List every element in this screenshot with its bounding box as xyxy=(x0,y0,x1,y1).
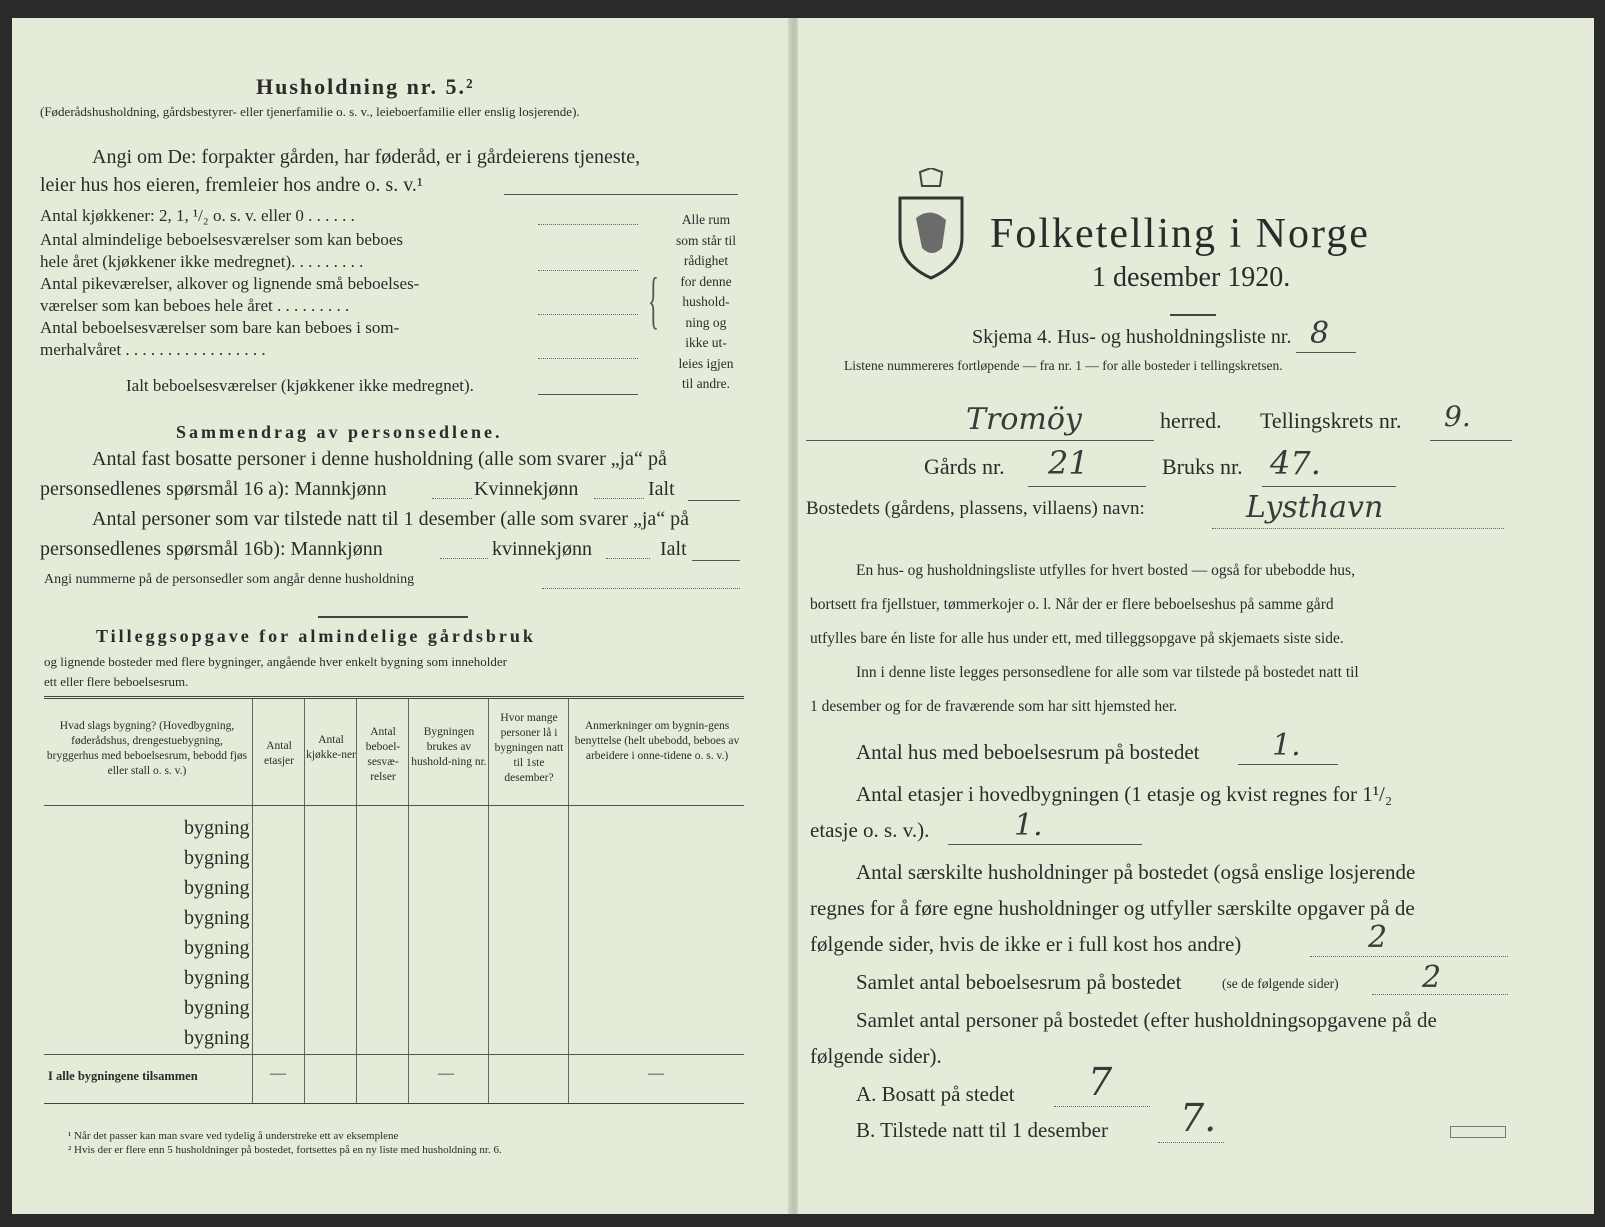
rooms-ordinary-1: Antal almindelige beboelsesværelser som kan beboes xyxy=(40,230,404,249)
brace-note-line: Alle rum xyxy=(681,212,731,227)
answer-line xyxy=(538,224,638,225)
instruction-5: 1 desember og for de fraværende som har sitt hjemsted her. xyxy=(810,698,1178,715)
total-label: I alle bygningene tilsammen xyxy=(48,1069,198,1083)
answer-line xyxy=(1296,352,1356,353)
skjema-number: 8 xyxy=(1310,316,1330,351)
total-dash: — xyxy=(648,1065,664,1082)
rooms-ordinary-2: hele året (kjøkkener ikke medregnet). . . . . . . . . xyxy=(40,252,364,271)
answer-line xyxy=(594,498,644,499)
divider xyxy=(318,616,468,618)
answer-line xyxy=(1262,486,1396,487)
skjema-label: Skjema 4. Hus- og husholdningsliste nr. xyxy=(972,326,1292,348)
answer-line xyxy=(1310,956,1508,957)
summary-line-4: personsedlenes spørsmål 16b): Mannkjønn xyxy=(40,538,383,560)
brace-note-line: rådighet xyxy=(683,253,729,268)
answer-line xyxy=(806,440,1154,441)
sarskilte-line-3: følgende sider, hvis de ikke er i full kost hos andre) xyxy=(810,932,1242,956)
antal-hus-value: 1. xyxy=(1272,728,1301,763)
summary-heading: Sammendrag av personsedlene. xyxy=(176,422,503,442)
answer-line xyxy=(440,558,488,559)
summary-numbers: Angi nummerne på de personsedler som angår denne husholdning xyxy=(44,572,415,587)
buildings-table xyxy=(44,696,744,1104)
sarskilte-value: 2 xyxy=(1368,920,1388,955)
bosatt-label: A. Bosatt på stedet xyxy=(856,1082,1015,1106)
header-rooms: Antal beboel-sesvæ-relser xyxy=(365,726,401,783)
summary-kvinne-2: kvinnekjønn xyxy=(492,538,592,560)
brace-note-line: for denne xyxy=(680,273,732,289)
answer-line xyxy=(1158,1142,1224,1143)
answer-line xyxy=(538,314,638,315)
instruction-1: En hus- og husholdningsliste utfylles for hvert bosted — også for ubebodde hus, xyxy=(856,562,1355,579)
etasjer-line-1: Antal etasjer i hovedbygningen (1 etasje og kvist regnes for 1¹/₂ xyxy=(856,782,1393,806)
left-page xyxy=(12,18,790,1214)
summary-line-1: Antal fast bosatte personer i denne husholdning (alle som svarer „ja“ på xyxy=(92,448,667,470)
samlet-rum-label: Samlet antal beboelsesrum på bostedet xyxy=(856,970,1182,994)
samlet-pers-line-2: følgende sider). xyxy=(810,1044,942,1068)
answer-line xyxy=(538,358,638,359)
brace-note-line: hushold- xyxy=(682,294,730,309)
row-building: bygning xyxy=(184,877,250,899)
row-building: bygning xyxy=(184,847,250,869)
etasjer-value: 1. xyxy=(1014,808,1043,843)
answer-line xyxy=(1054,1106,1150,1107)
answer-line xyxy=(1372,994,1508,995)
header-remarks: Anmerkninger om bygnin-gens benyttelse (helt ubebodd, beboes av arbeidere i onne-tidene o. s. v.) xyxy=(574,720,740,762)
etasjer-line-2: etasje o. s. v.). xyxy=(810,818,930,842)
right-page xyxy=(798,18,1594,1214)
summary-line-2: personsedlenes spørsmål 16 a): Mannkjønn xyxy=(40,478,387,500)
household-heading: Husholdning nr. 5.² xyxy=(256,74,475,99)
tillegg-sub-1: og lignende bosteder med flere bygninger, angående hver enkelt bygning som inneholder xyxy=(44,654,508,669)
samlet-rum-small: (se de følgende sider) xyxy=(1222,976,1339,991)
angi-answer-line xyxy=(504,194,738,195)
total-line xyxy=(538,394,638,395)
gards-value: 21 xyxy=(1048,444,1089,482)
herred-label: herred. xyxy=(1160,408,1222,433)
answer-line xyxy=(692,560,740,561)
brace-note-line: ning og xyxy=(685,314,727,330)
summary-line-3: Antal personer som var tilstede natt til 1 desember (alle som svarer „ja“ på xyxy=(92,508,690,530)
answer-line xyxy=(606,558,650,559)
samlet-rum-value: 2 xyxy=(1422,960,1442,995)
summary-ialt-2: Ialt xyxy=(660,538,687,560)
brace-note xyxy=(660,210,752,395)
header-building-type: Hvad slags bygning? (Hovedbygning, føderådshus, drengestuebygning, bryggerhus med beboelsesrum, bebodd fjøs eller stall o. s. v.) xyxy=(46,720,248,777)
summary-ialt-1: Ialt xyxy=(648,478,675,500)
total-dash: — xyxy=(270,1065,286,1082)
instruction-3: utfylles bare én liste for alle hus under ett, med tilleggsopgave på skjemaets siste side. xyxy=(810,630,1344,647)
answer-line xyxy=(542,588,740,589)
brace-note-line: leies igjen xyxy=(678,355,734,371)
tillegg-sub-2: ett eller flere beboelsesrum. xyxy=(44,674,189,689)
answer-line xyxy=(688,500,740,501)
rooms-kitchens: Antal kjøkkener: 2, 1, ¹/₂ o. s. v. eller 0 . . . . . . xyxy=(40,206,355,225)
rooms-summer-1: Antal beboelsesværelser som bare kan beboes i som- xyxy=(40,318,400,337)
antal-hus-label: Antal hus med beboelsesrum på bostedet xyxy=(856,740,1200,764)
sarskilte-line-1: Antal særskilte husholdninger på bostedet (også enslige losjerende xyxy=(856,860,1416,884)
answer-line xyxy=(1430,440,1512,441)
census-title: Folketelling i Norge xyxy=(990,211,1370,257)
tellingskrets-value: 9. xyxy=(1444,400,1471,433)
rooms-total: Ialt beboelsesværelser (kjøkkener ikke medregnet). xyxy=(126,376,474,395)
instruction-2: bortsett fra fjellstuer, tømmerkojer o. l. Når der er flere beboelseshus på samme gård xyxy=(810,596,1334,613)
answer-line xyxy=(538,270,638,271)
row-building: bygning xyxy=(184,967,250,989)
row-building: bygning xyxy=(184,997,250,1019)
bruks-value: 47. xyxy=(1270,444,1321,482)
footnote-1: ¹ Når det passer kan man svare ved tydelig å understreke ett av eksemplene xyxy=(68,1130,399,1142)
total-dash: — xyxy=(438,1065,454,1082)
answer-line xyxy=(1212,528,1504,529)
answer-line xyxy=(948,844,1142,845)
bosted-value: Lysthavn xyxy=(1246,490,1384,525)
bruks-label: Bruks nr. xyxy=(1162,454,1243,479)
coat-of-arms-icon xyxy=(892,168,970,280)
row-building: bygning xyxy=(184,907,250,929)
listene-note: Listene nummereres fortløpende — fra nr. 1 — for alle bosteder i tellingskretsen. xyxy=(844,358,1283,373)
row-building: bygning xyxy=(184,1027,250,1049)
rooms-summer-2: merhalvåret . . . . . . . . . . . . . . . . . xyxy=(40,340,266,359)
brace-note-line: til andre. xyxy=(682,376,730,391)
answer-line xyxy=(1028,486,1146,487)
answer-line xyxy=(1238,764,1338,765)
brace-note-line: som står til xyxy=(676,232,736,248)
summary-kvinne-1: Kvinnekjønn xyxy=(474,478,579,500)
sarskilte-line-2: regnes for å føre egne husholdninger og utfyller særskilte opgaver på de xyxy=(810,896,1415,920)
gards-label: Gårds nr. xyxy=(924,454,1005,479)
angi-line-2: leier hus hos eieren, fremleier hos andre o. s. v.¹ xyxy=(40,174,423,196)
header-floors: Antal etasjer xyxy=(263,740,294,767)
footnote-2: ² Hvis der er flere enn 5 husholdninger på bostedet, fortsettes på en ny liste med husholdning nr. 6. xyxy=(68,1144,502,1156)
bosted-label: Bostedets (gårdens, plassens, villaens) navn: xyxy=(806,498,1145,519)
brace-note-line: ikke ut- xyxy=(685,335,727,350)
census-date: 1 desember 1920. xyxy=(1092,262,1291,293)
rooms-maids-1: Antal pikeværelser, alkover og lignende små beboelses- xyxy=(40,274,420,293)
divider xyxy=(1170,314,1216,316)
tilstede-value: 7. xyxy=(1180,1096,1217,1140)
header-kitchens: Antal kjøkke-ner xyxy=(306,734,356,761)
tilstede-label: B. Tilstede natt til 1 desember xyxy=(856,1118,1108,1142)
tellingskrets-label: Tellingskrets nr. xyxy=(1260,408,1402,433)
header-persons: Hvor mange personer lå i bygningen natt til 1ste desember? xyxy=(494,712,564,784)
bosatt-value: 7 xyxy=(1088,1060,1113,1104)
household-subheading: (Føderådshusholdning, gårdsbestyrer- eller tjenerfamilie o. s. v., leieboerfamilie eller enslig losjerende). xyxy=(40,104,580,119)
instruction-4: Inn i denne liste legges personsedlene for alle som var tilstede på bostedet natt til xyxy=(856,664,1359,681)
brace: { xyxy=(648,264,659,335)
printer-mark xyxy=(1450,1126,1506,1138)
answer-line xyxy=(432,498,472,499)
angi-line-1: Angi om De: forpakter gården, har føderåd, er i gårdeierens tjeneste, xyxy=(92,146,641,168)
tillegg-heading: Tilleggsopgave for almindelige gårdsbruk xyxy=(96,626,536,646)
herred-value: Tromöy xyxy=(966,402,1082,437)
header-used-by: Bygningen brukes av hushold-ning nr. xyxy=(411,726,487,768)
row-building: bygning xyxy=(184,817,250,839)
samlet-pers-line-1: Samlet antal personer på bostedet (efter husholdningsopgavene på de xyxy=(856,1008,1437,1032)
rooms-maids-2: værelser som kan beboes hele året . . . . . . . . . xyxy=(40,296,350,315)
row-building: bygning xyxy=(184,937,250,959)
